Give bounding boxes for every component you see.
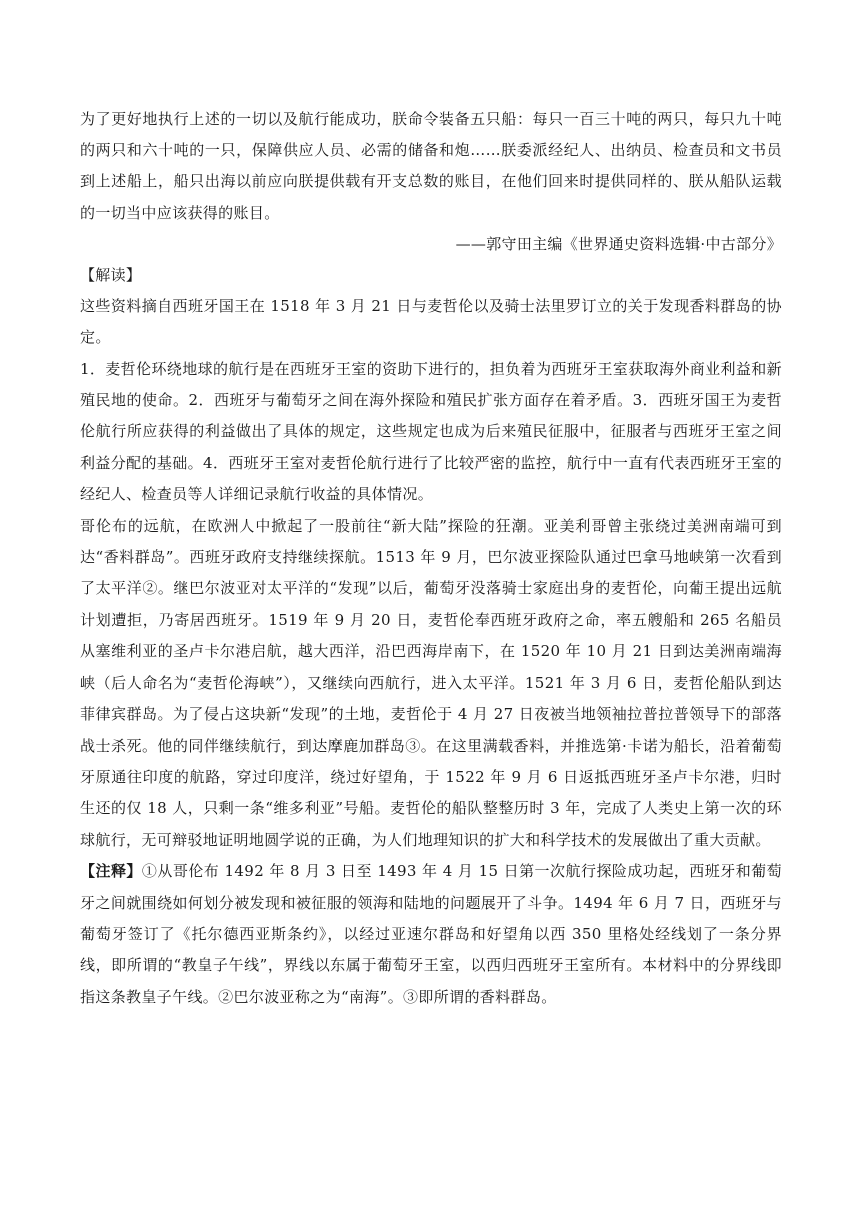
interpretation-heading: 【解读】 — [80, 265, 142, 284]
interpretation-points: 1．麦哲伦环绕地球的航行是在西班牙王室的资助下进行的，担负着为西班牙王室获取海外商业利益和新殖民地的使命。2．西班牙与葡萄牙之间在海外探险和殖民扩张方面存在着矛盾。3．西班牙国王为麦哲伦航行所应获得的利益做出了具体的规定，这些规定也成为后来殖民征服中，征服者与西班牙王室之间利益分配的基础。4．西班牙王室对麦哲伦航行进行了比较严密的监控，航行中一直有代表西班牙王室的经纪人、检查员等人详细记录航行收益的具体情况。 — [80, 359, 782, 504]
interpretation-intro: 这些资料摘自西班牙国王在 1518 年 3 月 21 日与麦哲伦以及骑士法里罗订立的关于发现香料群岛的协定。 — [80, 296, 782, 347]
source-citation: ——郭守田主编《世界通史资料选辑·中古部分》 — [455, 234, 782, 253]
notes-paragraph — [80, 856, 782, 1013]
document-page — [80, 104, 782, 1013]
notes-label: 【注释】 — [80, 862, 142, 881]
excerpt-paragraph: 为了更好地执行上述的一切以及航行能成功，朕命令装备五只船：每只一百三十吨的两只，每只九十吨的两只和六十吨的一只，保障供应人员、必需的储备和炮……朕委派经纪人、出纳员、检查员和文书员到上述船上，船只出海以前应向朕提供载有开支总数的账目，在他们回来时提供同样的、朕从船队运载的一切当中应该获得的账目。 — [80, 110, 782, 222]
notes-text: ①从哥伦布 1492 年 8 月 3 日至 1493 年 4 月 15 日第一次航行探险成功起，西班牙和葡萄牙之间就围绕如何划分被发现和被征服的领海和陆地的问题展开了斗争。1494 年 6 月 7 日，西班牙与葡萄牙签订了《托尔德西亚斯条约》，以经过亚速尔群岛和好望角以西 350 里格处经线划了一条分界线，即所谓的“教皇子午线”，界线以东属于葡萄牙王室，以西归西班牙王室所有。本材料中的分界线即指这条教皇子午线。②巴尔波亚称之为“南海”。③即所谓的香料群岛。 — [80, 862, 783, 1006]
narrative-paragraph: 哥伦布的远航，在欧洲人中掀起了一股前往“新大陆”探险的狂潮。亚美利哥曾主张绕过美洲南端可到达“香料群岛”。西班牙政府支持继续探航。1513 年 9 月，巴尔波亚探险队通过巴拿马地峡第一次看到了太平洋②。继巴尔波亚对太平洋的“发现”以后，葡萄牙没落骑士家庭出身的麦哲伦，向葡王提出远航计划遭拒，乃寄居西班牙。1519 年 9 月 20 日，麦哲伦奉西班牙政府之命，率五艘船和 265 名船员从塞维利亚的圣卢卡尔港启航，越大西洋，沿巴西海岸南下，在 1520 年 10 月 21 日到达美洲南端海峡（后人命名为“麦哲伦海峡”），又继续向西航行，进入太平洋。1521 年 3 月 6 日，麦哲伦船队到达菲律宾群岛。为了侵占这块新“发现”的土地，麦哲伦于 4 月 27 日夜被当地领袖拉普拉普领导下的部落战士杀死。他的同伴继续航行，到达摩鹿加群岛③。在这里满载香料，并推选第·卡诺为船长，沿着葡萄牙原通往印度的航路，穿过印度洋，绕过好望角，于 1522 年 9 月 6 日返抵西班牙圣卢卡尔港，归时生还的仅 18 人，只剩一条“维多利亚”号船。麦哲伦的船队整整历时 3 年，完成了人类史上第一次的环球航行，无可辩驳地证明地圆学说的正确，为人们地理知识的扩大和科学技术的发展做出了重大贡献。 — [80, 516, 782, 849]
